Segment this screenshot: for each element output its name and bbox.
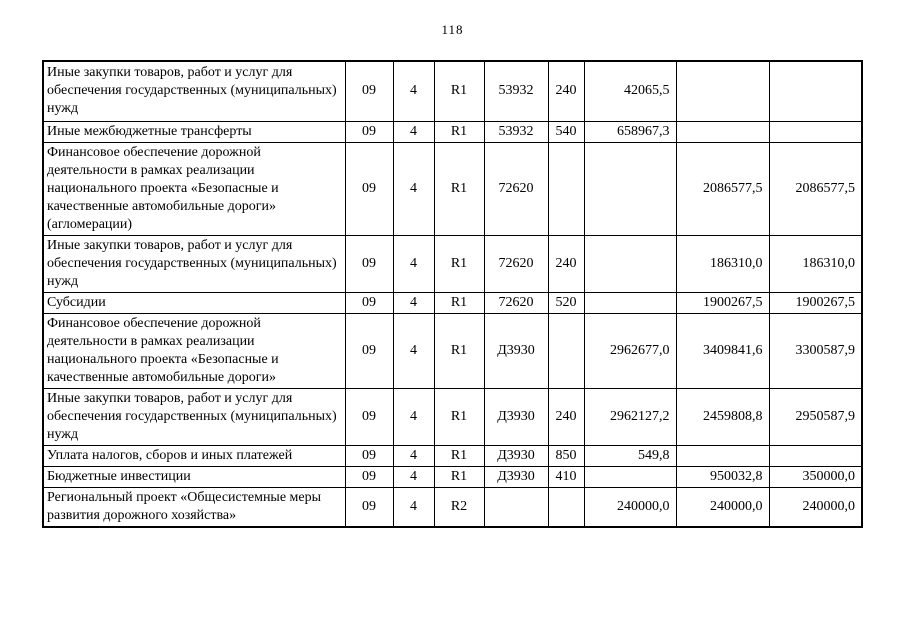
cell-amount-year2 bbox=[676, 121, 769, 142]
cell-expense-type-code: 240 bbox=[548, 61, 584, 121]
cell-subsection-code: 4 bbox=[393, 388, 434, 445]
row-description: Бюджетные инвестиции bbox=[43, 466, 345, 487]
cell-amount-year1: 2962127,2 bbox=[584, 388, 676, 445]
cell-amount-year2: 1900267,5 bbox=[676, 292, 769, 313]
cell-expense-type-code: 240 bbox=[548, 388, 584, 445]
cell-subsection-code: 4 bbox=[393, 313, 434, 388]
table-row bbox=[43, 292, 862, 313]
cell-amount-year2: 186310,0 bbox=[676, 235, 769, 292]
cell-expense-type-code: 240 bbox=[548, 235, 584, 292]
cell-section-code: 09 bbox=[345, 121, 393, 142]
cell-amount-year2: 2459808,8 bbox=[676, 388, 769, 445]
cell-target-item-code bbox=[484, 487, 548, 527]
cell-section-code: 09 bbox=[345, 445, 393, 466]
cell-subsection-code: 4 bbox=[393, 142, 434, 235]
cell-section-code: 09 bbox=[345, 313, 393, 388]
cell-target-item-code: Д3930 bbox=[484, 388, 548, 445]
cell-amount-year2: 240000,0 bbox=[676, 487, 769, 527]
cell-expense-type-code bbox=[548, 142, 584, 235]
table-row bbox=[43, 313, 862, 388]
cell-amount-year1: 2962677,0 bbox=[584, 313, 676, 388]
table-row bbox=[43, 121, 862, 142]
cell-program-code: R1 bbox=[434, 121, 484, 142]
cell-program-code: R1 bbox=[434, 388, 484, 445]
cell-amount-year3 bbox=[769, 121, 862, 142]
cell-program-code: R1 bbox=[434, 142, 484, 235]
cell-amount-year3: 350000,0 bbox=[769, 466, 862, 487]
cell-amount-year1 bbox=[584, 292, 676, 313]
cell-program-code: R1 bbox=[434, 61, 484, 121]
cell-expense-type-code: 410 bbox=[548, 466, 584, 487]
cell-target-item-code: 72620 bbox=[484, 292, 548, 313]
cell-program-code: R1 bbox=[434, 292, 484, 313]
cell-section-code: 09 bbox=[345, 61, 393, 121]
table-row bbox=[43, 61, 862, 121]
cell-amount-year1: 240000,0 bbox=[584, 487, 676, 527]
page-number: 118 bbox=[441, 22, 464, 37]
cell-amount-year3: 1900267,5 bbox=[769, 292, 862, 313]
cell-amount-year1 bbox=[584, 466, 676, 487]
table-row bbox=[43, 388, 862, 445]
cell-expense-type-code: 850 bbox=[548, 445, 584, 466]
cell-program-code: R1 bbox=[434, 445, 484, 466]
cell-program-code: R1 bbox=[434, 466, 484, 487]
cell-target-item-code: Д3930 bbox=[484, 466, 548, 487]
budget-table bbox=[42, 60, 863, 528]
row-description: Иные закупки товаров, работ и услуг для обеспечения государственных (муниципальных) нужд bbox=[43, 235, 345, 292]
cell-section-code: 09 bbox=[345, 235, 393, 292]
cell-subsection-code: 4 bbox=[393, 235, 434, 292]
cell-section-code: 09 bbox=[345, 466, 393, 487]
cell-amount-year2: 2086577,5 bbox=[676, 142, 769, 235]
budget-table-body bbox=[43, 61, 862, 527]
cell-amount-year3 bbox=[769, 61, 862, 121]
cell-target-item-code: 53932 bbox=[484, 121, 548, 142]
cell-target-item-code: Д3930 bbox=[484, 445, 548, 466]
cell-target-item-code: Д3930 bbox=[484, 313, 548, 388]
cell-section-code: 09 bbox=[345, 487, 393, 527]
cell-subsection-code: 4 bbox=[393, 121, 434, 142]
cell-subsection-code: 4 bbox=[393, 445, 434, 466]
cell-target-item-code: 72620 bbox=[484, 142, 548, 235]
cell-target-item-code: 53932 bbox=[484, 61, 548, 121]
row-description: Финансовое обеспечение дорожной деятельности в рамках реализации национального проекта «Безопасные и качественные автомобильные дороги» (агломерации) bbox=[43, 142, 345, 235]
cell-amount-year1 bbox=[584, 235, 676, 292]
cell-target-item-code: 72620 bbox=[484, 235, 548, 292]
cell-section-code: 09 bbox=[345, 142, 393, 235]
table-row bbox=[43, 445, 862, 466]
cell-section-code: 09 bbox=[345, 388, 393, 445]
cell-expense-type-code bbox=[548, 313, 584, 388]
cell-subsection-code: 4 bbox=[393, 292, 434, 313]
cell-amount-year1 bbox=[584, 142, 676, 235]
cell-program-code: R1 bbox=[434, 235, 484, 292]
cell-amount-year1: 549,8 bbox=[584, 445, 676, 466]
cell-amount-year2: 950032,8 bbox=[676, 466, 769, 487]
cell-amount-year3: 2086577,5 bbox=[769, 142, 862, 235]
row-description: Иные межбюджетные трансферты bbox=[43, 121, 345, 142]
row-description: Региональный проект «Общесистемные меры развития дорожного хозяйства» bbox=[43, 487, 345, 527]
row-description: Субсидии bbox=[43, 292, 345, 313]
cell-program-code: R1 bbox=[434, 313, 484, 388]
cell-amount-year3: 2950587,9 bbox=[769, 388, 862, 445]
table-row bbox=[43, 235, 862, 292]
cell-amount-year2 bbox=[676, 445, 769, 466]
cell-amount-year3: 3300587,9 bbox=[769, 313, 862, 388]
cell-amount-year2 bbox=[676, 61, 769, 121]
row-description: Уплата налогов, сборов и иных платежей bbox=[43, 445, 345, 466]
cell-amount-year1: 658967,3 bbox=[584, 121, 676, 142]
table-row bbox=[43, 487, 862, 527]
cell-amount-year3: 186310,0 bbox=[769, 235, 862, 292]
cell-subsection-code: 4 bbox=[393, 466, 434, 487]
cell-section-code: 09 bbox=[345, 292, 393, 313]
cell-amount-year3: 240000,0 bbox=[769, 487, 862, 527]
row-description: Иные закупки товаров, работ и услуг для обеспечения государственных (муниципальных) нужд bbox=[43, 388, 345, 445]
table-row bbox=[43, 142, 862, 235]
cell-program-code: R2 bbox=[434, 487, 484, 527]
cell-expense-type-code: 520 bbox=[548, 292, 584, 313]
row-description: Иные закупки товаров, работ и услуг для обеспечения государственных (муниципальных) нужд bbox=[43, 61, 345, 121]
row-description: Финансовое обеспечение дорожной деятельности в рамках реализации национального проекта «Безопасные и качественные автомобильные дороги» bbox=[43, 313, 345, 388]
cell-subsection-code: 4 bbox=[393, 61, 434, 121]
cell-subsection-code: 4 bbox=[393, 487, 434, 527]
table-row bbox=[43, 466, 862, 487]
cell-expense-type-code bbox=[548, 487, 584, 527]
cell-amount-year1: 42065,5 bbox=[584, 61, 676, 121]
cell-amount-year3 bbox=[769, 445, 862, 466]
cell-amount-year2: 3409841,6 bbox=[676, 313, 769, 388]
cell-expense-type-code: 540 bbox=[548, 121, 584, 142]
